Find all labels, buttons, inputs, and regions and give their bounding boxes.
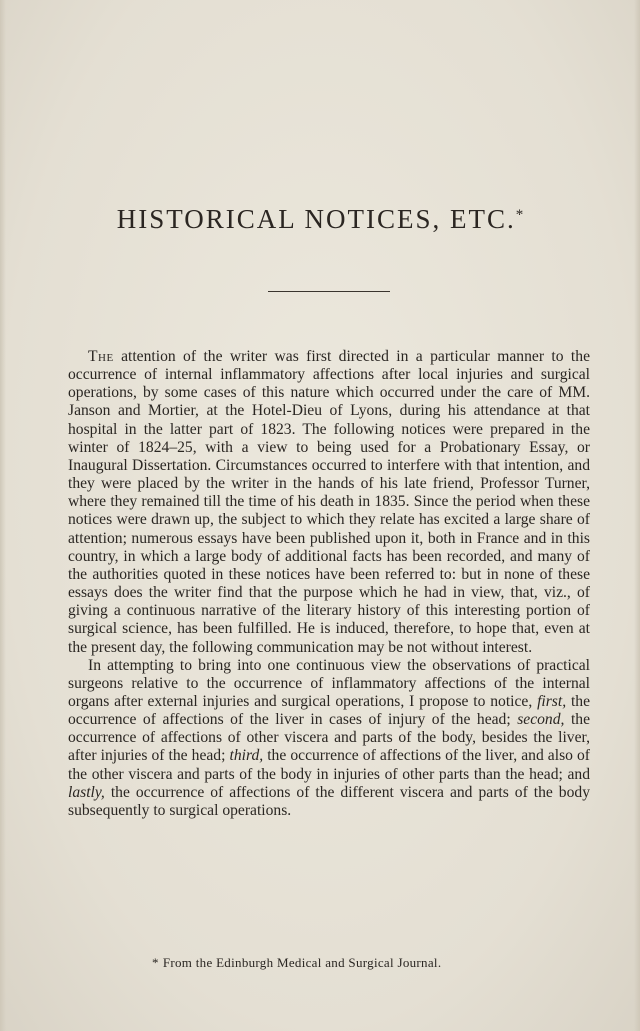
paragraph-1-text: attention of the writer was first directed in a particular manner to the occurrence of internal inflammatory affections after local injuries and surgical operations, by some cases of this nature which occurred under the care of MM. Janson and Mortier, at the Hotel-Dieu of Lyons, during his attendance at that hospital in the latter part of 1823. The following notices were prepared in the winter of 1824–25, with a view to being used for a Probationary Essay, or Inaugural Dissertation. Circumstances occurred to interfere with that intention, and they were placed by the writer in the hands of his late friend, Professor Turner, where they remained till the time of his death in 1835. Since the period when these notices were drawn up, the subject to which they relate has excited a large share of attention; numerous essays have been published upon it, both in France and in this country, in which a large body of additional facts has been recorded, and many of the authorities quoted in these notices have been referred to: but in none of these essays does the writer find that the purpose which he had in view, that, viz., of giving a continuous narrative of the literary history of this interesting portion of surgical science, has been fulfilled. He is induced, therefore, to hope that, even at the present day, the following communication may be not without interest.: [68, 348, 590, 656]
paragraph-2-text-run: the occurrence of affections of the different viscera and parts of the body subsequently to surgical operations.: [68, 783, 590, 819]
body-text: [68, 348, 590, 820]
paragraph-2-italic-term: second,: [517, 711, 565, 729]
paragraph-2-text-run: the occurrence of affections of the liver in cases of injury of the head;: [68, 692, 591, 729]
paragraph-2-italic-term: third,: [229, 747, 264, 765]
paragraph-2-text-run: the occurrence of affections of the liver, and also of the other viscera and parts of the body in injuries of other parts than the head; and: [68, 747, 590, 783]
page-edge-right: [634, 0, 640, 1031]
footnote: [152, 955, 441, 971]
title-divider: [268, 291, 390, 292]
paragraph-2-italic-term: lastly,: [68, 783, 105, 801]
title-text: HISTORICAL NOTICES, ETC.: [116, 204, 516, 234]
footnote-mark: *: [152, 955, 159, 970]
paragraph-2-text-run: In attempting to bring into one continuous view the observations of practical surgeons relative to the occurrence of inflammatory affections of the internal organs after external injuries and surgical operations, I propose to notice,: [68, 656, 590, 710]
title-footnote-mark: *: [515, 207, 524, 223]
paragraph-2-text-run: the occurrence of affections of other viscera and parts of the body, besides the liver, after injuries of the head;: [68, 711, 590, 765]
page-title: [0, 204, 640, 235]
paragraph-2-italic-term: first,: [537, 692, 567, 710]
page-edge-left: [0, 0, 6, 1031]
footnote-text: From the Edinburgh Medical and Surgical Journal.: [162, 955, 442, 970]
paragraph-1-lead-word: The: [88, 348, 114, 365]
paragraph-2: [68, 657, 590, 820]
paragraph-1: [68, 348, 590, 657]
